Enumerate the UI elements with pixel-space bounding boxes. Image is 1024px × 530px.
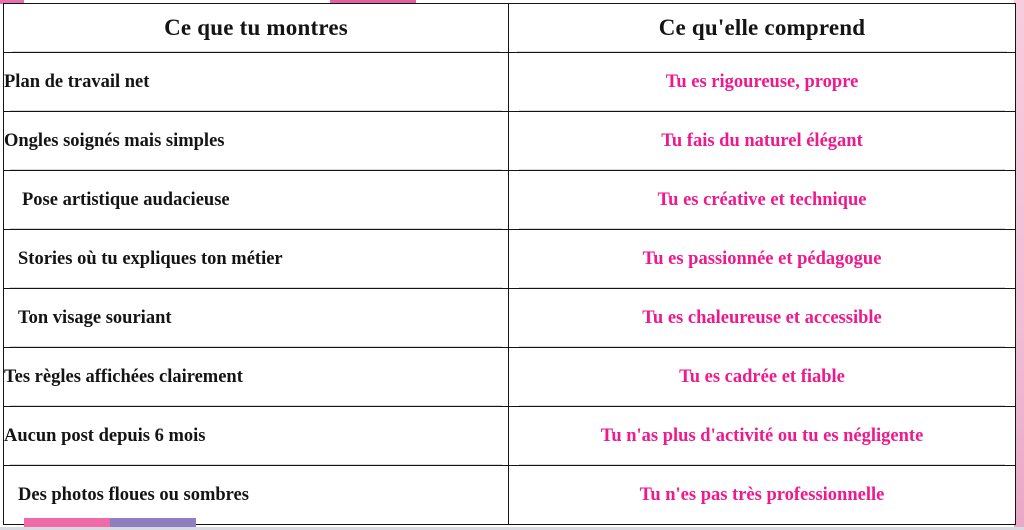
row-left-cell [4,112,509,171]
table-row [4,289,1016,348]
row-left-label: Pose artistique audacieuse [22,189,230,210]
table-row [4,407,1016,466]
table-row [4,53,1016,112]
row-left-label: Tes règles affichées clairement [4,366,243,387]
row-right-cell [509,348,1016,407]
column-header-left [4,4,509,53]
table-header [4,4,1016,53]
row-left-cell [4,289,509,348]
table-row [4,112,1016,171]
row-right-label: Tu es passionnée et pédagogue [642,248,882,269]
row-left-cell [4,348,509,407]
row-right-cell [509,171,1016,230]
column-header-right [509,4,1016,53]
column-header-right-label: Ce qu'elle comprend [658,15,866,40]
row-left-label: Aucun post depuis 6 mois [4,425,206,446]
row-left-label: Ton visage souriant [18,307,172,328]
column-header-left-label: Ce que tu montres [164,15,348,40]
row-right-cell [509,466,1016,525]
row-left-label: Ongles soignés mais simples [4,130,225,151]
comparison-table [3,3,1016,525]
table-body [4,53,1016,525]
row-right-cell [509,112,1016,171]
row-left-label: Plan de travail net [4,71,150,92]
row-right-cell [509,53,1016,112]
row-right-label: Tu es rigoureuse, propre [665,71,859,92]
table-row [4,348,1016,407]
row-right-label: Tu es chaleureuse et accessible [642,307,882,328]
row-right-cell [509,289,1016,348]
row-right-label: Tu n'as plus d'activité ou tu es négligente [600,425,924,446]
table-header-row [4,4,1016,53]
row-left-label: Stories où tu expliques ton métier [18,248,283,269]
row-left-cell [4,171,509,230]
row-left-cell [4,466,509,525]
row-right-cell [509,407,1016,466]
row-right-label: Tu es cadrée et fiable [679,366,845,387]
row-right-label: Tu fais du naturel élégant [661,130,863,151]
table-row [4,171,1016,230]
row-right-label: Tu es créative et technique [657,189,867,210]
table-row [4,230,1016,289]
row-left-cell [4,53,509,112]
row-right-cell [509,230,1016,289]
row-left-cell [4,407,509,466]
row-left-cell [4,230,509,289]
row-left-label: Des photos floues ou sombres [18,484,249,505]
table-row [4,466,1016,525]
row-right-label: Tu n'es pas très professionnelle [639,484,885,505]
